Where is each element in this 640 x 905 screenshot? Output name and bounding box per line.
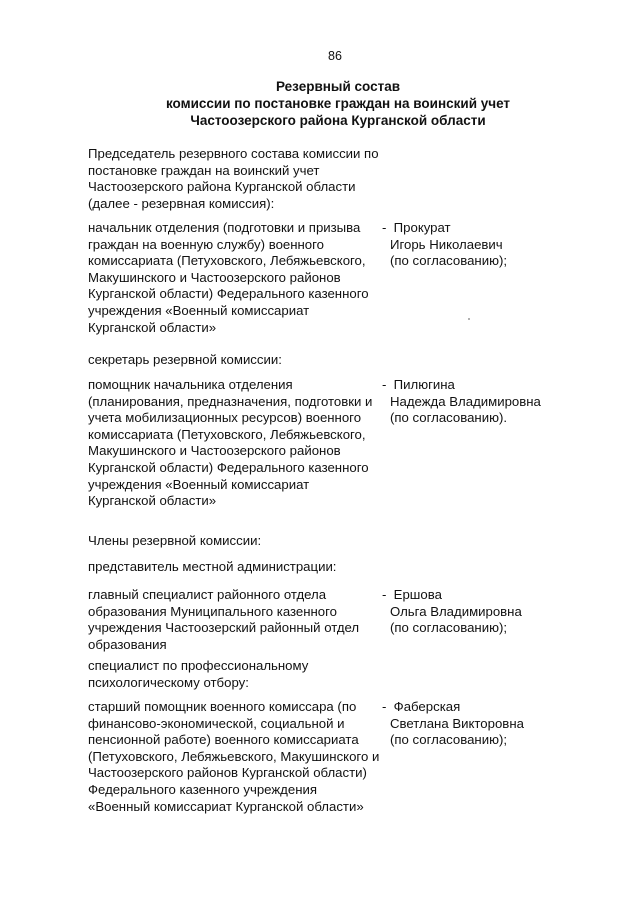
psych-heading: специалист по профессиональному психологическому отбору: [88,658,309,690]
member-name: Игорь Николаевич [390,236,503,252]
members-heading: Члены резервной комиссии: [88,533,262,548]
dash: - [382,587,387,602]
member-position: помощник начальника отделения (планирования, предназначения, подготовки и учета мобилизационных ресурсов) военного комиссариата (Петуховского, Лебяжьевского, Макушинского и Частоозерского районов Курганской области) Федерального казенного учреждения «Военный комиссариат Курганской области» [88,377,373,509]
member-name: Ольга Владимировна [390,603,522,619]
member-note: (по согласованию); [390,620,508,636]
member-surname: Прокурат [393,220,451,235]
member-person [382,220,572,270]
member-position: начальник отделения (подготовки и призыва граждан на военную службу) военного комиссариата (Петуховского, Лебяжьевского, Макушинского и Частоозерского районов Курганской области) Федерального казенного учреждения «Военный комиссариат Курганской области» [88,220,369,335]
member-surname: Фаберская [393,699,461,714]
member-surname: Ершова [393,587,442,602]
member-name: Надежда Владимировна [390,393,541,409]
member-name: Светлана Викторовна [390,715,524,731]
member-note: (по согласованию). [390,410,508,426]
dash: - [382,699,387,714]
member-person [382,377,572,427]
member-note: (по согласованию); [390,732,508,748]
document-title [0,78,640,129]
secretary-heading: секретарь резервной комиссии: [88,352,282,367]
member-person [382,587,572,637]
scan-speck [468,318,470,320]
member-position: главный специалист районного отдела образования Муниципального казенного учреждения Частоозерский районный отдел образования [88,587,360,652]
page-number: 86 [328,49,342,63]
member-note: (по согласованию); [390,253,508,269]
title-line-2: комиссии по постановке граждан на воинский учет [165,96,511,111]
chairman-heading: Председатель резервного состава комиссии по постановке граждан на воинский учет Частоозерского района Курганской области (далее - резервная комиссия): [88,146,379,211]
local-admin-heading: представитель местной администрации: [88,559,337,574]
dash: - [382,377,387,392]
dash: - [382,220,387,235]
title-line-3: Частоозерского района Курганской области [190,113,486,128]
member-position: старший помощник военного комиссара (по финансово-экономической, социальной и пенсионной работе) военного комиссариата (Петуховского, Лебяжьевского, Макушинского и Частоозерского районов Курганской области) Федерального казенного учреждения «Военный комиссариат Курганской области» [88,699,380,814]
member-surname: Пилюгина [393,377,455,392]
member-person [382,699,572,749]
title-line-1: Резервный состав [276,79,400,94]
